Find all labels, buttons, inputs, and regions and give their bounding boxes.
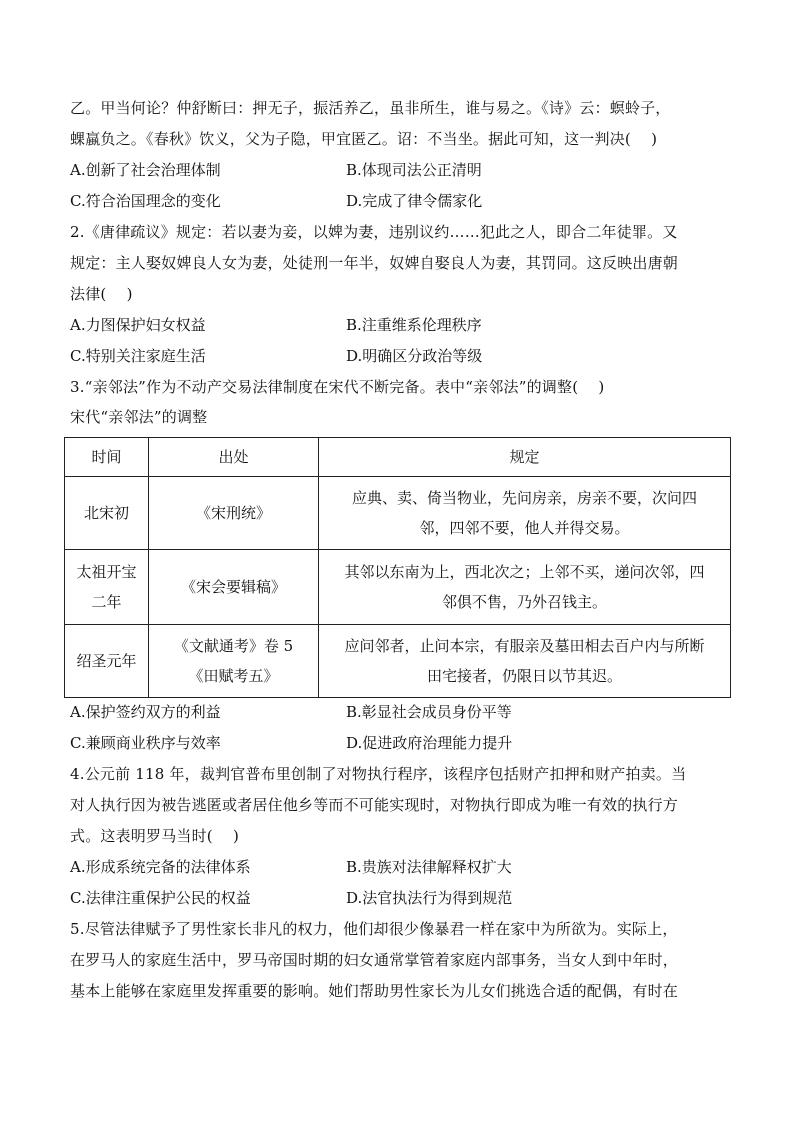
q1-stem-line-2: 蜾蠃负之。《春秋》饮义，父为子隐，甲宜匿乙。诏：不当坐。据此可知，这一判决( ): [70, 130, 658, 148]
q4-option-c: C.法律注重保护公民的权益: [70, 889, 251, 907]
table-cell-source: [149, 477, 319, 550]
table-cell-source: [149, 550, 319, 625]
q3-option-a: A.保护签约双方的利益: [70, 703, 221, 721]
q2-option-b: B.注重维系伦理秩序: [346, 316, 482, 334]
table-header-rule: 规定: [319, 438, 731, 477]
q1-option-d: D.完成了律令儒家化: [346, 192, 483, 210]
q3-option-b: B.彰显社会成员身份平等: [346, 703, 512, 721]
q3-stem-line-1: 3.“亲邻法”作为不动产交易法律制度在宋代不断完备。表中“亲邻法”的调整( ): [70, 378, 605, 396]
table-cell-rule: [319, 625, 731, 698]
source-text: 《宋刑统》: [195, 504, 271, 522]
q1-stem-line-1: 乙。甲当何论？仲舒断曰：押无子，振活养乙，虽非所生，谁与易之。《诗》云：螟蛉子，: [70, 99, 671, 117]
q4-option-d: D.法官执法行为得到规范: [346, 889, 513, 907]
q2-option-d: D.明确区分政治等级: [346, 347, 483, 365]
rule-text-line-1: 应典、卖、倚当物业，先问房亲，房亲不要，次问四: [351, 489, 697, 507]
table-row: [65, 477, 731, 550]
q2-option-c: C.特别关注家庭生活: [70, 347, 206, 365]
table-row: [65, 550, 731, 625]
table-cell-time: [65, 625, 149, 698]
q2-stem-line-1: 2.《唐律疏议》规定：若以妻为妾，以婢为妻，违别议约……犯此之人，即合二年徒罪。又: [70, 223, 678, 241]
table-cell-time: [65, 477, 149, 550]
table-cell-rule: [319, 477, 731, 550]
q1-option-a: A.创新了社会治理体制: [70, 161, 221, 179]
q4-option-b: B.贵族对法律解释权扩大: [346, 858, 512, 876]
q3-option-d: D.促进政府治理能力提升: [346, 734, 513, 752]
rule-text-line-2: 邻，四邻不要，他人并得交易。: [419, 519, 630, 537]
q4-stem-line-1: 4.公元前 118 年，裁判官普布里创制了对物执行程序，该程序包括财产扣押和财产拍卖。当: [70, 765, 687, 783]
q2-stem-line-2: 规定：主人娶奴婢良人女为妻，处徒刑一年半，奴婢自娶良人为妻，其罚同。这反映出唐朝: [70, 254, 679, 272]
table-cell-source: [149, 625, 319, 698]
q4-stem-line-3: 式。这表明罗马当时( ): [70, 827, 240, 845]
q2-option-a: A.力图保护妇女权益: [70, 316, 206, 334]
table-cell-rule: [319, 550, 731, 625]
time-text: 绍圣元年: [76, 652, 137, 670]
q4-option-a: A.形成系统完备的法律体系: [70, 858, 251, 876]
table-header-row: [65, 438, 731, 477]
source-text: 《宋会要辑稿》: [180, 578, 286, 596]
rule-text-line-1: 应问邻者，止问本宗，有服亲及墓田相去百户内与所断: [344, 637, 705, 655]
q3-option-c: C.兼顾商业秩序与效率: [70, 734, 221, 752]
time-text-line-2: 二年: [91, 593, 122, 611]
q2-stem-line-3: 法律( ): [70, 285, 133, 303]
q1-option-c: C.符合治国理念的变化: [70, 192, 221, 210]
table-row: [65, 625, 731, 698]
time-text: 北宋初: [83, 504, 129, 522]
q5-stem-line-3: 基本上能够在家庭里发挥重要的影响。她们帮助男性家长为儿女们挑选合适的配偶，有时在: [70, 982, 679, 1000]
q1-option-b: B.体现司法公正清明: [346, 161, 482, 179]
rule-text-line-1: 其邻以东南为上，西北次之；上邻不买，递问次邻，四: [344, 563, 705, 581]
q5-stem-line-1: 5.尽管法律赋予了男性家长非凡的权力，他们却很少像暴君一样在家中为所欲为。实际上，: [70, 920, 678, 938]
rule-text-line-2: 田宅接者，仍限日以节其迟。: [426, 667, 622, 685]
time-text-line-1: 太祖开宝: [76, 563, 137, 581]
table-header-source: 出处: [149, 438, 319, 477]
table-cell-time: [65, 550, 149, 625]
q3-table-caption: 宋代“亲邻法”的调整: [70, 408, 208, 426]
source-text-line-1: 《文献通考》卷 5: [173, 637, 294, 655]
q4-stem-line-2: 对人执行因为被告逃匿或者居住他乡等而不可能实现时，对物执行即成为唯一有效的执行方: [70, 796, 679, 814]
q3-table: [64, 437, 731, 698]
table-header-time: 时间: [65, 438, 149, 477]
q5-stem-line-2: 在罗马人的家庭生活中，罗马帝国时期的妇女通常掌管着家庭内部事务，当女人到中年时，: [70, 951, 679, 969]
source-text-line-2: 《田赋考五》: [188, 667, 279, 685]
rule-text-line-2: 邻俱不售，乃外召钱主。: [441, 593, 607, 611]
